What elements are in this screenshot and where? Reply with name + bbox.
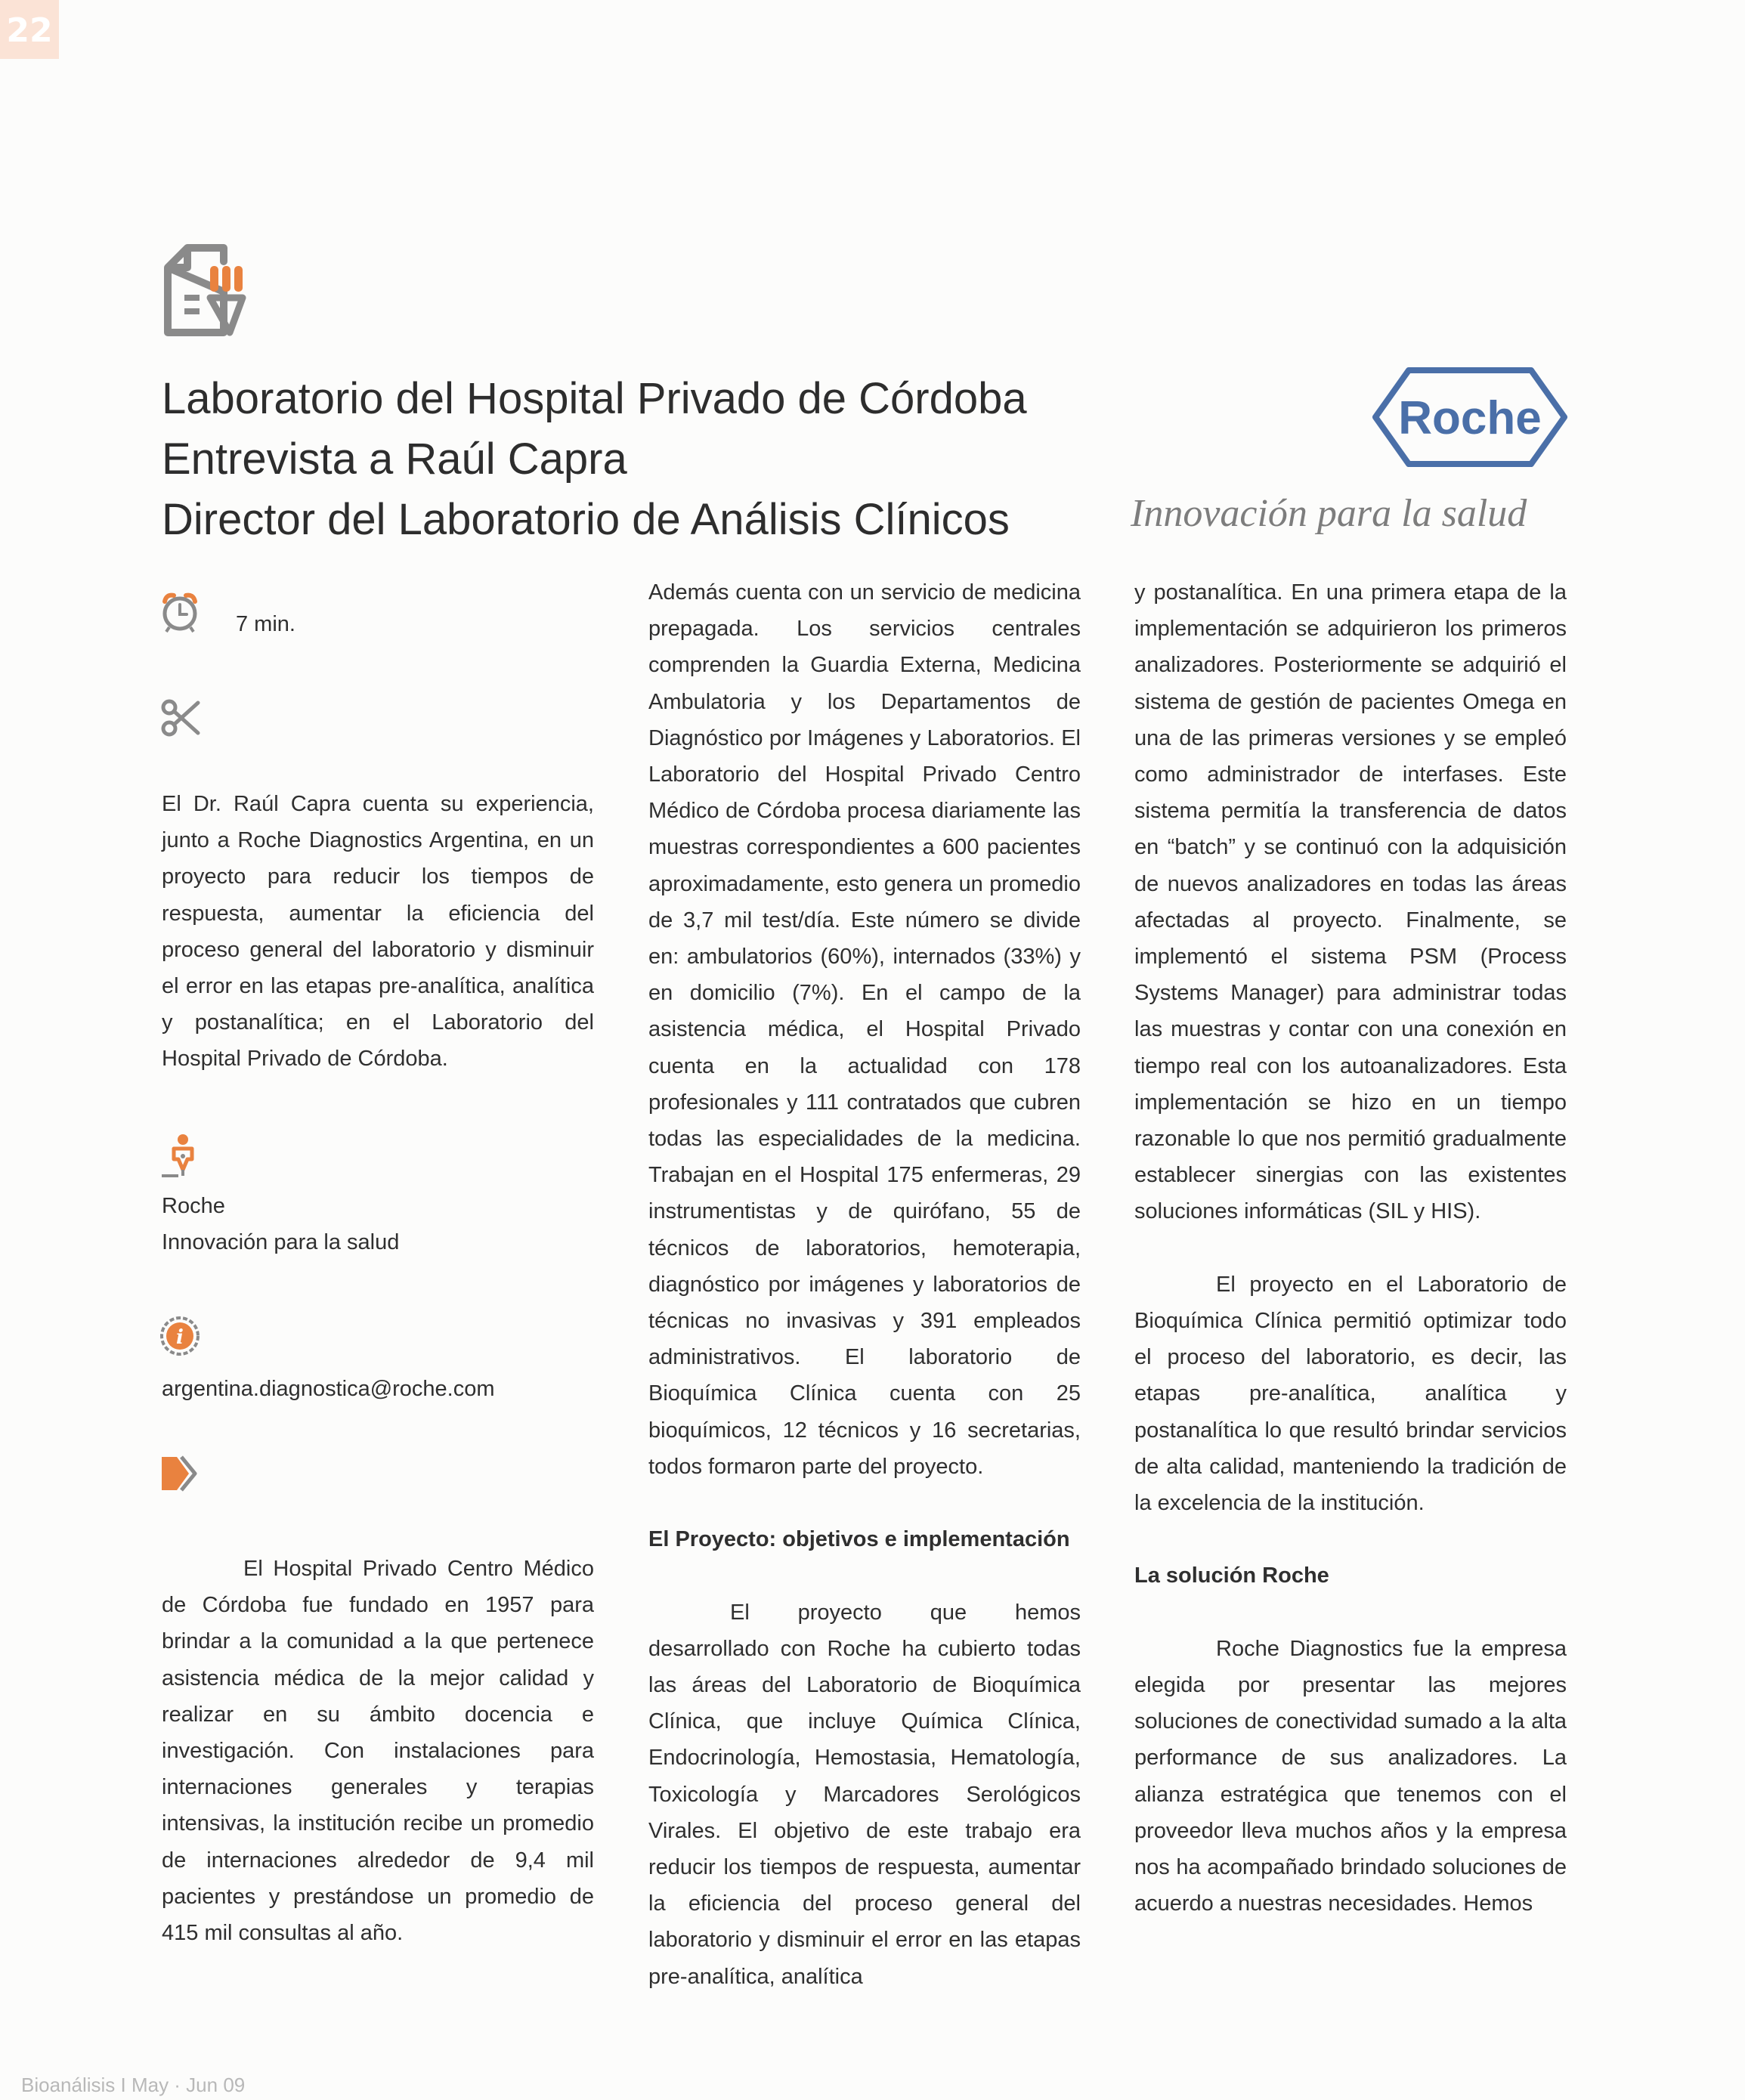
title-line-3: Director del Laboratorio de Análisis Clínicos bbox=[162, 495, 1010, 544]
reading-time: 7 min. bbox=[236, 612, 295, 636]
contact-email[interactable]: argentina.diagnostica@roche.com bbox=[162, 1377, 495, 1401]
col3-paragraph-3: Roche Diagnostics fue la empresa elegida por presentar las mejores soluciones de conectividad sumado a la alta performance de sus analizadores. La alianza estratégica que tenemos con el proveedor lleva muchos años y la empresa nos ha acompañado brindado soluciones de acuerdo a nuestras necesidades. Hemos bbox=[1134, 1636, 1567, 1916]
body-column-3 bbox=[1134, 574, 1567, 1922]
info-icon bbox=[159, 1315, 201, 1357]
col2-heading: El Proyecto: objetivos e implementación bbox=[648, 1527, 1070, 1552]
author-tagline: Innovación para la salud bbox=[162, 1230, 400, 1254]
title-line-1: Laboratorio del Hospital Privado de Córdoba bbox=[162, 374, 1027, 423]
author-name: Roche bbox=[162, 1194, 225, 1218]
title-line-2: Entrevista a Raúl Capra bbox=[162, 435, 627, 484]
page-footer: Bioanálisis I May · Jun 09 bbox=[21, 2074, 246, 2096]
page-number: 22 bbox=[0, 0, 59, 59]
col2-paragraph-2: El proyecto que hemos desarrollado con Roche ha cubierto todas las áreas del Laboratorio de Bioquímica Clínica, que incluye Química Clínica, Endocrinología, Hemostasia, Hematología, Toxicología y Marcadores Serológicos Virales. El objetivo de este trabajo era reducir los tiempos de respuesta, aumentar la eficiencia del proceso general del laboratorio y disminuir el error en las etapas pre-analítica, analítica bbox=[648, 1600, 1081, 1989]
col2-paragraph-1: Además cuenta con un servicio de medicina prepagada. Los servicios centrales comprenden la Guardia Externa, Medicina Ambulatoria y los Departamentos de Diagnóstico por Imágenes y Laboratorios. El Laboratorio del Hospital Privado Centro Médico de Córdoba procesa diariamente las muestras correspondientes a 600 pacientes aproximadamente, esto genera un promedio de 3,7 mil test/día. Este número se divide en: ambulatorios (60%), internados (33%) y en domicilio (7%). En el campo de la asistencia médica, el Hospital Privado cuenta en la actualidad con 178 profesionales y 111 contratados que cubren todas las especialidades de la medicina. Trabajan en el Hospital 175 enfermeras, 29 instrumentistas y de quirófano, 55 de técnicos de laboratorios, hemoterapia, diagnóstico por imágenes y laboratorios de técnicas no invasivas y 391 empleados administrativos. El laboratorio de Bioquímica Clínica cuenta con 25 bioquímicos, 12 técnicos y 16 secretarias, todos formaron parte del proyecto. bbox=[648, 580, 1081, 1479]
article-summary bbox=[162, 786, 594, 1078]
arrow-forward-icon bbox=[159, 1452, 201, 1495]
roche-logo bbox=[1372, 366, 1567, 469]
svg-text:i: i bbox=[176, 1326, 184, 1349]
summary-text: El Dr. Raúl Capra cuenta su experiencia, junto a Roche Diagnostics Argentina, en un proyecto para reducir los tiempos de respuesta, aumentar la eficiencia del proceso general del laboratorio y disminuir el error en las etapas pre-analítica, analítica y postanalítica; en el Laboratorio del Hospital Privado de Córdoba. bbox=[162, 792, 594, 1072]
roche-tagline: Innovación para la salud bbox=[1131, 492, 1527, 535]
col3-paragraph-2: El proyecto en el Laboratorio de Bioquímica Clínica permitió optimizar todo el proceso del laboratorio, es decir, las etapas pre-analítica, analítica y postanalítica lo que resultó brindar servicios de alta calidad, manteniendo la tradición de la excelencia de la institución. bbox=[1134, 1272, 1567, 1516]
article-icon bbox=[157, 239, 251, 340]
pen-author-icon bbox=[159, 1134, 201, 1179]
body-column-1 bbox=[162, 1551, 594, 1951]
col3-paragraph-1: y postanalítica. En una primera etapa de la implementación se adquirieron los primeros analizadores. Posteriormente se adquirió el sistema de gestión de pacientes Omega en una de las primeras versiones y se empleó como administrador de interfases. Este sistema permitía la transferencia de datos en “batch” y se continuó con la adquisición de nuevos analizadores en todas las áreas afectadas al proyecto. Finalmente, se implementó el sistema PSM (Process Systems Manager) para administrar todas las muestras y contar con una conexión en tiempo real con los autoanalizadores. Esta implementación se hizo en un tiempo razonable lo que nos permitió gradualmente establecer sinergias con las existentes soluciones informáticas (SIL y HIS). bbox=[1134, 580, 1567, 1224]
roche-logo-text: Roche bbox=[1398, 392, 1542, 444]
col3-heading: La solución Roche bbox=[1134, 1563, 1329, 1588]
alarm-clock-icon bbox=[159, 591, 201, 633]
article-title bbox=[162, 369, 1144, 550]
body-column-2 bbox=[648, 574, 1081, 1995]
scissors-icon bbox=[160, 697, 203, 739]
col1-paragraph-1: El Hospital Privado Centro Médico de Córdoba fue fundado en 1957 para brindar a la comunidad a la que pertenece asistencia médica de la mejor calidad y realizar en su ámbito docencia e investigación. Con instalaciones para internaciones generales y terapias intensivas, la institución recibe un promedio de internaciones alrededor de 9,4 mil pacientes y prestándose un promedio de 415 mil consultas al año. bbox=[162, 1557, 594, 1946]
